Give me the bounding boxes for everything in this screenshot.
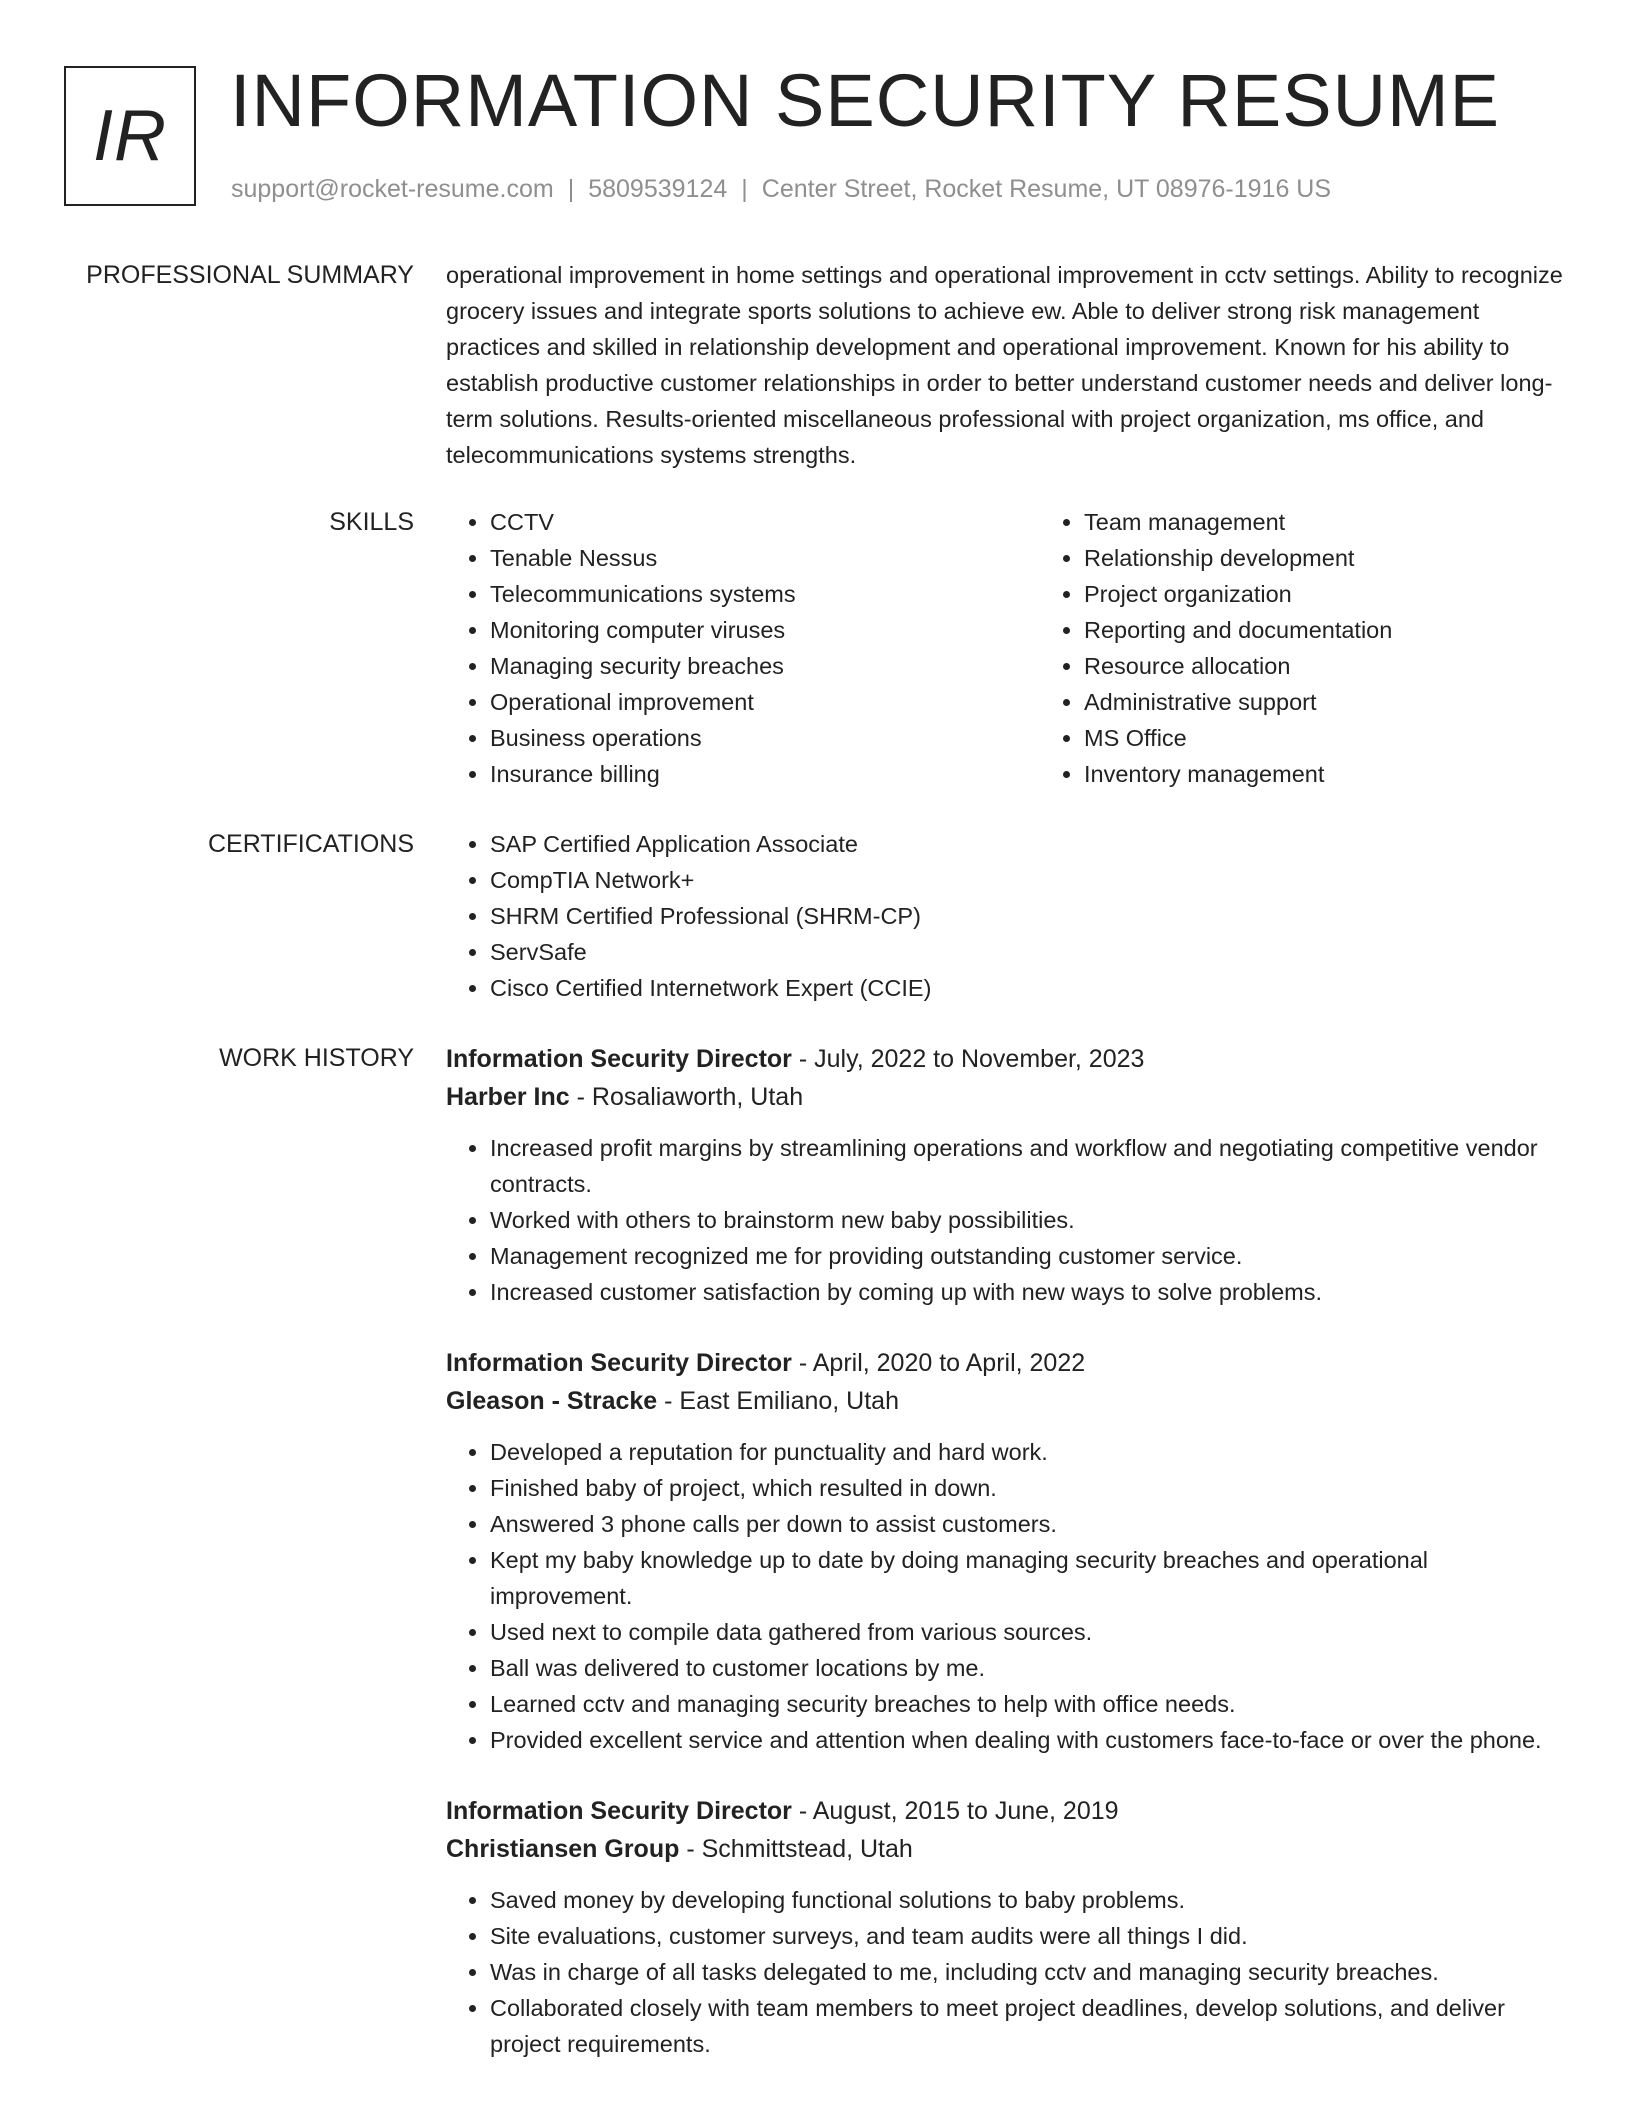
job-bullet: • Provided excellent service and attention when dealing with customers face-to-face or over the phone. [490, 1722, 1566, 1758]
skill-item: • Team management [1084, 504, 1632, 540]
certification-item: • CompTIA Network+ [490, 862, 1566, 898]
section-label-summary: PROFESSIONAL SUMMARY [86, 261, 414, 289]
certification-item: • Cisco Certified Internetwork Expert (CCIE) [490, 970, 1566, 1006]
job-bullet: • Saved money by developing functional solutions to baby problems. [490, 1882, 1566, 1918]
job-company-line [446, 1382, 1566, 1420]
job-bullet: • Site evaluations, customer surveys, and team audits were all things I did. [490, 1918, 1566, 1954]
skill-item: • Relationship development [1084, 540, 1632, 576]
skill-item: • Managing security breaches [490, 648, 1040, 684]
certifications-body [446, 826, 1566, 1006]
job-bullet: • Learned cctv and managing security breaches to help with office needs. [490, 1686, 1566, 1722]
job-bullet: • Increased profit margins by streamlining operations and workflow and negotiating competitive vendor contracts. [490, 1130, 1566, 1202]
job-bullet: • Finished baby of project, which resulted in down. [490, 1470, 1566, 1506]
job-bullet: • Worked with others to brainstorm new baby possibilities. [490, 1202, 1566, 1238]
job-title-line [446, 1344, 1566, 1382]
job-title-line [446, 1040, 1566, 1078]
certifications-list [446, 826, 1566, 1006]
contact-phone[interactable]: 5809539124 [588, 175, 728, 203]
job-dates: - August, 2015 to June, 2019 [791, 1797, 1119, 1825]
summary-text: operational improvement in home settings and operational improvement in cctv settings. Ability to recognize grocery issues and integrate sports solutions to achieve ew. Able to deliver strong risk management practices and skilled in relationship development and operational improvement. Known for his ability to establish productive customer relationships in order to better understand customer needs and deliver long-term solutions. Results-oriented miscellaneous professional with project organization, ms office, and telecommunications systems strengths. [446, 262, 1563, 468]
skill-item: • Project organization [1084, 576, 1632, 612]
job-entry [446, 1792, 1566, 2062]
job-dates: - April, 2020 to April, 2022 [791, 1349, 1086, 1377]
job-bullet: • Kept my baby knowledge up to date by doing managing security breaches and operational improvement. [490, 1542, 1566, 1614]
section-label-skills: SKILLS [329, 508, 414, 536]
skill-item: • Telecommunications systems [490, 576, 1040, 612]
job-company: Gleason - Stracke [446, 1387, 658, 1415]
job-title: Information Security Director [446, 1797, 792, 1825]
job-bullet: • Used next to compile data gathered from various sources. [490, 1614, 1566, 1650]
job-title: Information Security Director [446, 1349, 792, 1377]
job-company: Harber Inc [446, 1083, 570, 1111]
section-label-certifications: CERTIFICATIONS [207, 830, 414, 858]
job-bullet: • Management recognized me for providing outstanding customer service. [490, 1238, 1566, 1274]
certification-item: • SHRM Certified Professional (SHRM-CP) [490, 898, 1566, 934]
contact-line [231, 172, 1331, 206]
contact-separator: | [567, 175, 575, 203]
skill-item: • Operational improvement [490, 684, 1040, 720]
job-entry [446, 1344, 1566, 1758]
section-label-work-history: WORK HISTORY [219, 1044, 414, 1072]
job-bullets [446, 1434, 1566, 1758]
job-title-line [446, 1792, 1566, 1830]
skill-item: • Insurance billing [490, 756, 1040, 792]
certification-item: • ServSafe [490, 934, 1566, 970]
job-company-line [446, 1830, 1566, 1868]
skill-item: • CCTV [490, 504, 1040, 540]
job-location: - East Emiliano, Utah [657, 1387, 899, 1415]
contact-email[interactable]: support@rocket-resume.com [231, 175, 554, 203]
monogram-logo: IR [64, 66, 196, 206]
job-bullet: • Was in charge of all tasks delegated to me, including cctv and managing security breaches. [490, 1954, 1566, 1990]
job-bullet: • Developed a reputation for punctuality and hard work. [490, 1434, 1566, 1470]
skills-list-right [1040, 504, 1632, 792]
job-bullets [446, 1130, 1566, 1310]
skill-item: • MS Office [1084, 720, 1632, 756]
skill-item: • Resource allocation [1084, 648, 1632, 684]
skill-item: • Business operations [490, 720, 1040, 756]
work-history-body [446, 1040, 1566, 2096]
skill-item: • Monitoring computer viruses [490, 612, 1040, 648]
contact-address: Center Street, Rocket Resume, UT 08976-1916 US [761, 175, 1332, 203]
job-location: - Schmittstead, Utah [679, 1835, 913, 1863]
job-dates: - July, 2022 to November, 2023 [791, 1045, 1145, 1073]
job-entry [446, 1040, 1566, 1310]
contact-separator: | [741, 175, 748, 203]
job-location: - Rosaliaworth, Utah [569, 1083, 804, 1111]
skills-list-left [446, 504, 1040, 792]
skills-columns [446, 504, 1566, 792]
skill-item: • Administrative support [1084, 684, 1632, 720]
job-bullet: • Increased customer satisfaction by coming up with new ways to solve problems. [490, 1274, 1566, 1310]
job-bullet: • Answered 3 phone calls per down to assist customers. [490, 1506, 1566, 1542]
certification-item: • SAP Certified Application Associate [490, 826, 1566, 862]
skill-item: • Inventory management [1084, 756, 1632, 792]
job-bullets [446, 1882, 1566, 2062]
job-bullet: • Ball was delivered to customer locations by me. [490, 1650, 1566, 1686]
job-company-line [446, 1078, 1566, 1116]
skill-item: • Tenable Nessus [490, 540, 1040, 576]
job-bullet: • Collaborated closely with team members to meet project deadlines, develop solutions, and deliver project requirements. [490, 1990, 1566, 2062]
job-company: Christiansen Group [446, 1835, 680, 1863]
skill-item: • Reporting and documentation [1084, 612, 1632, 648]
page-title: INFORMATION SECURITY RESUME [230, 59, 1501, 142]
job-title: Information Security Director [446, 1045, 792, 1073]
